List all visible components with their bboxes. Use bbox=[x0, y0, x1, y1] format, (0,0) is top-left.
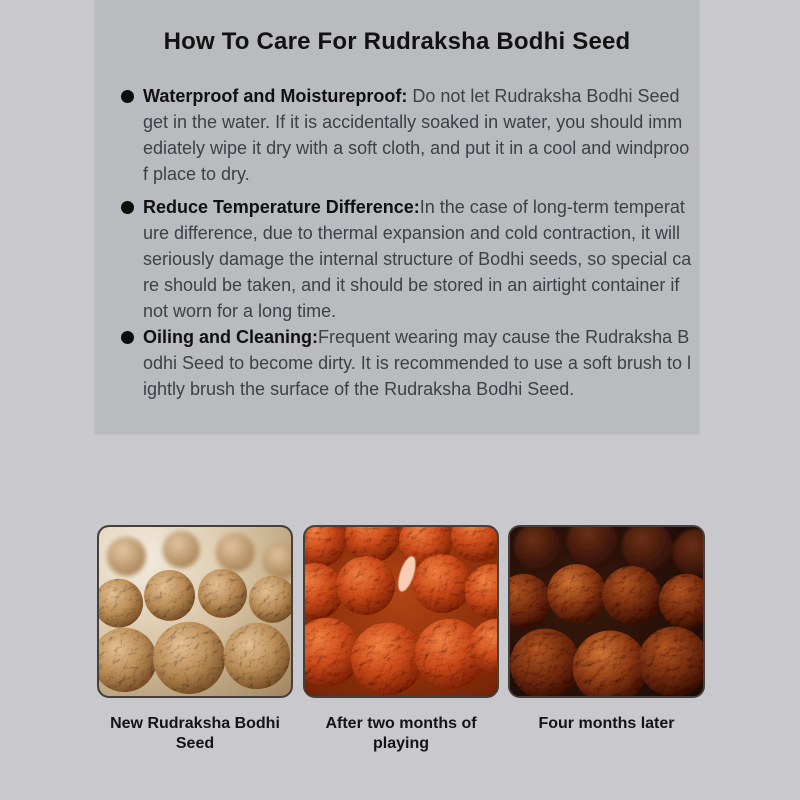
bullet-waterproof-label: Waterproof and Moistureproof: bbox=[143, 86, 408, 106]
care-bullet-list bbox=[95, 83, 699, 402]
four-months-later-photo bbox=[508, 525, 705, 698]
new-rudraksha-bodhi-seed-photo bbox=[97, 525, 293, 698]
bullet-waterproof-text bbox=[143, 83, 692, 187]
four-months-seeds-illustration bbox=[510, 527, 703, 696]
bullet-waterproof-body: Do not let Rudraksha Bodhi Seed get in the water. If it is accidentally soaked in water, you should immediately wipe it dry with a soft cloth, and put it in a cool and windproof place to dry. bbox=[143, 86, 690, 184]
caption-new-seed: New Rudraksha Bodhi Seed bbox=[110, 715, 280, 752]
caption-two-months: After two months of playing bbox=[325, 715, 477, 752]
new-seeds-illustration bbox=[99, 527, 291, 696]
bullet-oiling-body: Frequent wearing may cause the Rudraksha Bodhi Seed to become dirty. It is recommended to use a soft brush to lightly brush the surface of the Rudraksha Bodhi Seed. bbox=[143, 327, 691, 399]
care-instructions-panel bbox=[95, 0, 699, 433]
bullet-temperature-body: In the case of long-term temperature difference, due to thermal expansion and cold contraction, it will seriously damage the internal structure of Bodhi seeds, so special care should be taken, and it should be stored in an airtight container if not worn for a long time. bbox=[143, 197, 692, 321]
bullet-waterproof bbox=[121, 83, 692, 187]
bullet-temperature-text bbox=[143, 194, 692, 324]
bullet-oiling-label: Oiling and Cleaning: bbox=[143, 327, 318, 347]
bullet-oiling bbox=[121, 324, 692, 402]
page-title: How To Care For Rudraksha Bodhi Seed bbox=[163, 28, 631, 55]
after-two-months-photo bbox=[303, 525, 499, 698]
bullet-temperature bbox=[121, 194, 692, 324]
bullet-temperature-label: Reduce Temperature Difference: bbox=[143, 197, 420, 217]
bullet-dot-icon bbox=[121, 90, 134, 103]
caption-four-months: Four months later bbox=[538, 715, 675, 732]
bullet-dot-icon bbox=[121, 201, 134, 214]
bullet-oiling-text bbox=[143, 324, 692, 402]
two-months-seeds-illustration bbox=[305, 527, 497, 696]
bullet-dot-icon bbox=[121, 331, 134, 344]
